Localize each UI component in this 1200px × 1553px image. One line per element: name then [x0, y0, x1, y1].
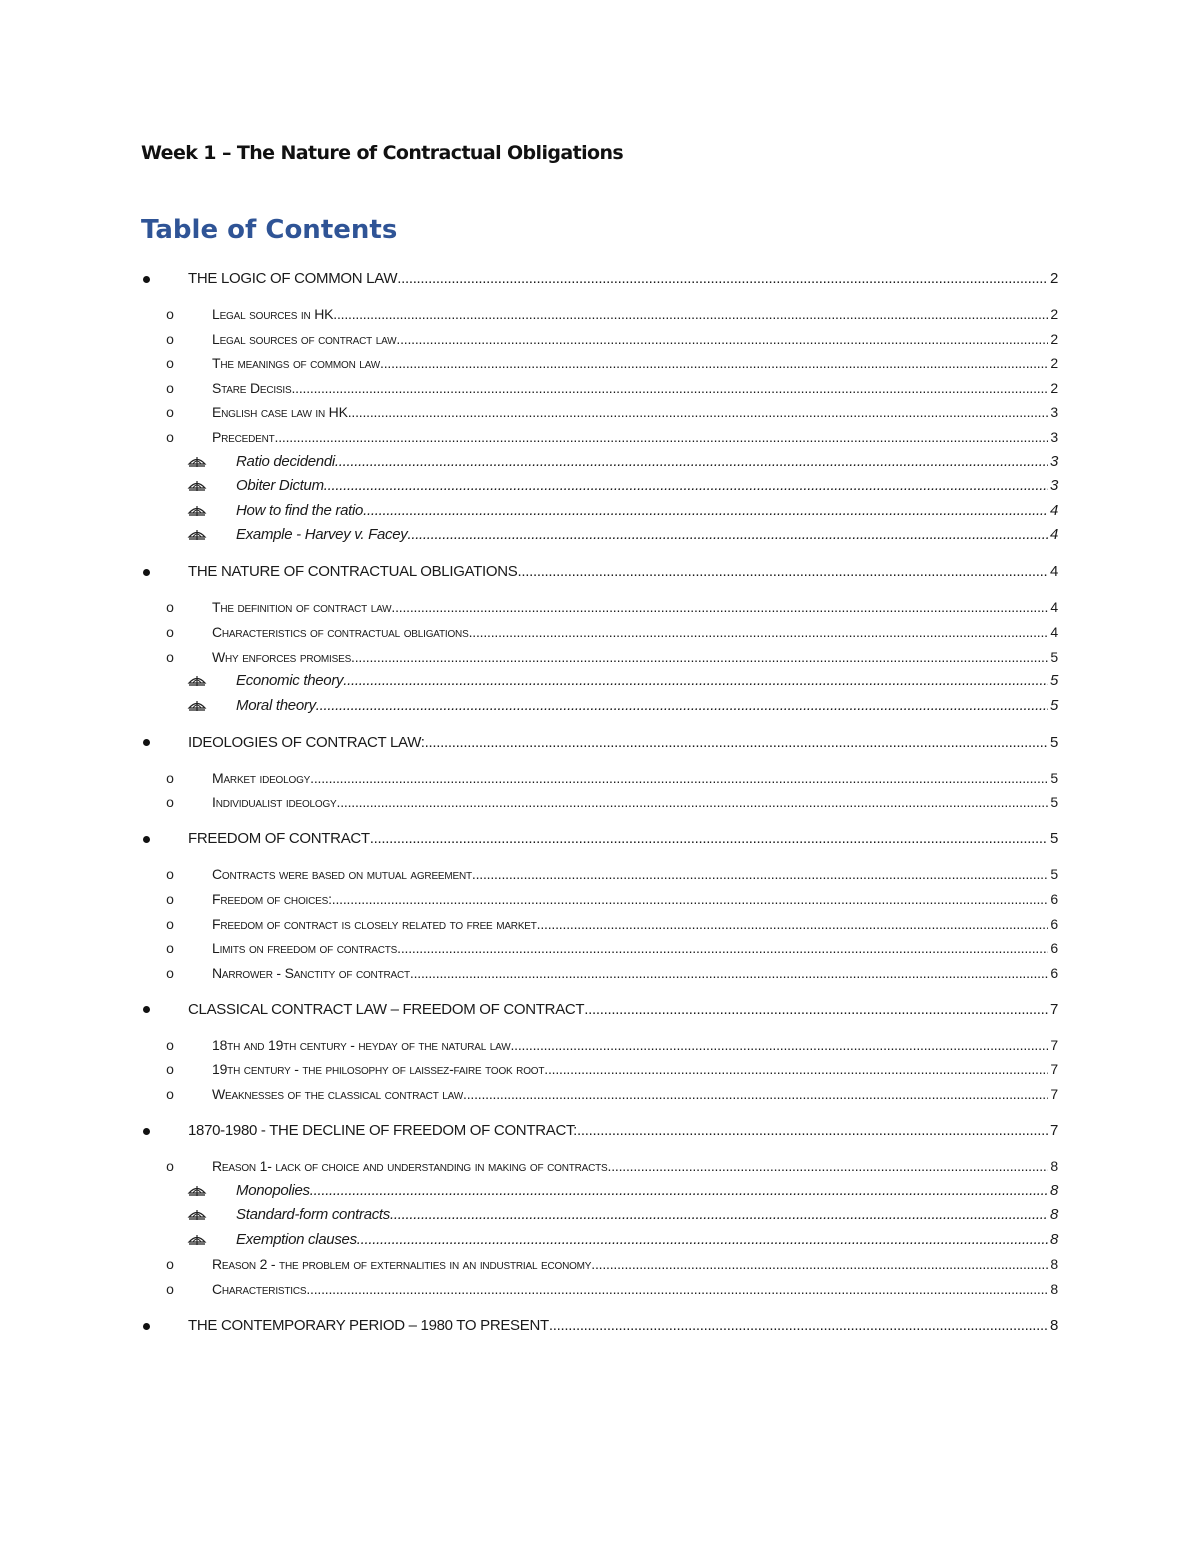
- toc-page-number[interactable]: 5: [1050, 769, 1058, 786]
- toc-entry[interactable]: [0, 352, 1200, 374]
- toc-entry[interactable]: [0, 767, 1200, 789]
- toc-entry[interactable]: [0, 401, 1200, 423]
- toc-entry-text[interactable]: Example - Harvey v. Facey: [236, 526, 408, 544]
- filled-bullet-icon: [138, 732, 154, 754]
- toc-entry[interactable]: [0, 670, 1200, 692]
- dot-leader: [425, 732, 1048, 754]
- toc-entry-line[interactable]: [212, 1034, 1058, 1056]
- toc-page-number[interactable]: 3: [1050, 404, 1058, 421]
- dot-leader: [410, 962, 1048, 984]
- toc-page-number[interactable]: 5: [1050, 866, 1058, 883]
- toc-entry-text[interactable]: The meanings of common law: [212, 355, 380, 372]
- toc-entry[interactable]: [0, 791, 1200, 813]
- toc-entry-text[interactable]: FREEDOM OF CONTRACT: [188, 830, 370, 848]
- dot-leader: [380, 352, 1048, 374]
- toc-entry[interactable]: [0, 1229, 1200, 1251]
- toc-entry[interactable]: [0, 1253, 1200, 1275]
- toc-page-number[interactable]: 8: [1050, 1256, 1058, 1273]
- circle-o-icon: o: [166, 1086, 174, 1102]
- dot-leader: [463, 1083, 1048, 1105]
- dot-leader: [390, 1204, 1048, 1226]
- dot-leader: [370, 828, 1048, 850]
- toc-entry-text[interactable]: English case law in HK: [212, 404, 348, 421]
- toc-entry-line[interactable]: [236, 1180, 1058, 1202]
- umbrella-icon: [184, 1229, 210, 1251]
- toc-entry-text[interactable]: Legal sources of contract law: [212, 330, 397, 347]
- toc-entry-line[interactable]: [188, 1315, 1058, 1337]
- toc-entry-line[interactable]: [212, 888, 1058, 910]
- dot-leader: [584, 999, 1048, 1021]
- toc-entry-line[interactable]: [188, 1120, 1058, 1142]
- toc-entry[interactable]: [0, 999, 1200, 1021]
- toc-page-number[interactable]: 3: [1049, 477, 1058, 495]
- toc-entry-text[interactable]: Precedent: [212, 429, 275, 445]
- toc-page-number[interactable]: 2: [1050, 306, 1058, 322]
- toc-page-number[interactable]: 8: [1049, 1230, 1058, 1248]
- toc-entry[interactable]: [0, 646, 1200, 668]
- toc-entry-text[interactable]: IDEOLOGIES OF CONTRACT LAW:: [188, 733, 425, 751]
- toc-entry-line[interactable]: [236, 451, 1058, 473]
- circle-o-icon: o: [166, 379, 174, 396]
- toc-entry-text[interactable]: Ratio decidendi: [236, 452, 335, 470]
- toc-entry-text[interactable]: Reason 1- lack of choice and understanding in making of contracts: [212, 1158, 608, 1174]
- toc-entry[interactable]: [0, 451, 1200, 473]
- dot-leader: [472, 863, 1048, 885]
- toc-entry-text[interactable]: CLASSICAL CONTRACT LAW – FREEDOM OF CONTRACT: [188, 1000, 585, 1018]
- toc-entry-text[interactable]: 18th and 19th century - heyday of the natural law: [212, 1036, 511, 1053]
- circle-o-icon: o: [166, 891, 174, 907]
- umbrella-icon: [184, 475, 210, 497]
- toc-entry[interactable]: [0, 1278, 1200, 1300]
- toc-entry-line[interactable]: [188, 268, 1058, 290]
- toc-entry-line[interactable]: [212, 426, 1058, 448]
- toc-entry-text[interactable]: Monopolies: [236, 1181, 310, 1199]
- toc-entry-line[interactable]: [212, 1278, 1058, 1300]
- toc-page-number[interactable]: 7: [1049, 1000, 1058, 1018]
- dot-leader: [391, 596, 1048, 618]
- toc-entry[interactable]: [0, 1083, 1200, 1105]
- toc-entry-line[interactable]: [236, 1204, 1058, 1226]
- filled-bullet-icon: [138, 561, 154, 583]
- toc-entry[interactable]: [0, 1120, 1200, 1142]
- toc-page-number[interactable]: 4: [1050, 624, 1058, 640]
- toc-entry-text[interactable]: 19th century - the philosophy of laissez-faire took root: [212, 1061, 545, 1078]
- toc-entry[interactable]: [0, 828, 1200, 850]
- toc-page-number[interactable]: 3: [1050, 429, 1058, 445]
- toc-entry-text[interactable]: Characteristics: [212, 1281, 307, 1297]
- circle-o-icon: o: [166, 915, 174, 932]
- circle-o-icon: o: [166, 330, 174, 347]
- circle-o-icon: o: [166, 1036, 174, 1053]
- toc-page-number[interactable]: 7: [1049, 1122, 1058, 1139]
- toc-entry[interactable]: [0, 1155, 1200, 1177]
- dot-leader: [608, 1155, 1049, 1177]
- toc-page-number[interactable]: 4: [1050, 599, 1058, 616]
- toc-page-number[interactable]: 5: [1049, 830, 1058, 848]
- toc-entry-line[interactable]: [212, 303, 1058, 325]
- toc-entry[interactable]: [0, 500, 1200, 522]
- filled-bullet-icon: [138, 1120, 154, 1142]
- toc-entry[interactable]: [0, 863, 1200, 885]
- toc-page-number[interactable]: 5: [1050, 794, 1058, 811]
- dot-leader: [517, 561, 1047, 583]
- filled-bullet-icon: [138, 268, 154, 290]
- dot-leader: [363, 500, 1048, 522]
- toc-entry-line[interactable]: [212, 767, 1058, 789]
- toc-entry-text[interactable]: How to find the ratio: [236, 501, 364, 519]
- circle-o-icon: o: [166, 306, 174, 322]
- toc-entry-text[interactable]: Narrower - Sanctity of contract: [212, 964, 410, 981]
- toc-entry[interactable]: [0, 426, 1200, 448]
- toc-page-number[interactable]: 5: [1049, 733, 1058, 751]
- toc-entry-text[interactable]: Why enforces promises: [212, 648, 352, 665]
- dot-leader: [591, 1253, 1048, 1275]
- toc-entry-text[interactable]: Legal sources in HK: [212, 306, 334, 322]
- toc-entry[interactable]: [0, 561, 1200, 583]
- toc-entry-line[interactable]: [212, 1058, 1058, 1080]
- toc-entry[interactable]: [0, 475, 1200, 497]
- toc-entry-line[interactable]: [236, 500, 1058, 522]
- toc-entry-line[interactable]: [236, 475, 1058, 497]
- dot-leader: [333, 303, 1048, 325]
- toc-entry-text[interactable]: Standard-form contracts: [236, 1206, 390, 1224]
- toc-page-number[interactable]: 4: [1049, 501, 1058, 519]
- toc-entry-text[interactable]: The definition of contract law: [212, 599, 392, 616]
- circle-o-icon: o: [166, 1061, 174, 1078]
- toc-entry-text[interactable]: 1870-1980 - THE DECLINE OF FREEDOM OF CONTRACT:: [188, 1122, 578, 1139]
- toc-entry-line[interactable]: [212, 791, 1058, 813]
- toc-entry-line[interactable]: [212, 377, 1058, 399]
- toc-entry-text[interactable]: Market ideology: [212, 769, 311, 786]
- umbrella-icon: [184, 695, 210, 717]
- toc-entry-text[interactable]: Individualist ideology: [212, 794, 337, 811]
- toc-entry-text[interactable]: Stare Decisis: [212, 379, 292, 396]
- circle-o-icon: o: [166, 964, 174, 981]
- toc-entry-line[interactable]: [188, 828, 1058, 850]
- toc-entry-line[interactable]: [212, 596, 1058, 618]
- toc-page-number[interactable]: 6: [1050, 891, 1058, 907]
- toc-page-number[interactable]: 8: [1050, 1158, 1058, 1174]
- toc-entry[interactable]: [0, 377, 1200, 399]
- toc-entry-line[interactable]: [236, 670, 1058, 692]
- circle-o-icon: o: [166, 769, 174, 786]
- umbrella-icon: [184, 670, 210, 692]
- toc-entry-text[interactable]: Economic theory: [236, 672, 344, 690]
- toc-page-number[interactable]: 8: [1050, 1281, 1058, 1297]
- toc-entry-text[interactable]: Exemption clauses: [236, 1230, 357, 1248]
- toc-entry[interactable]: [0, 1204, 1200, 1226]
- toc-entry[interactable]: [0, 328, 1200, 350]
- dot-leader: [397, 268, 1048, 290]
- toc-entry[interactable]: [0, 962, 1200, 984]
- circle-o-icon: o: [166, 866, 174, 883]
- umbrella-icon: [184, 500, 210, 522]
- toc-page-number[interactable]: 2: [1049, 270, 1058, 287]
- toc-entry-text[interactable]: Freedom of choices:: [212, 891, 332, 907]
- circle-o-icon: o: [166, 1281, 174, 1297]
- toc-page-number[interactable]: 5: [1049, 672, 1058, 690]
- circle-o-icon: o: [166, 429, 174, 445]
- toc-entry[interactable]: [0, 621, 1200, 643]
- dot-leader: [332, 888, 1049, 910]
- toc-entry-line[interactable]: [236, 1229, 1058, 1251]
- toc-entry[interactable]: [0, 1180, 1200, 1202]
- toc-page-number[interactable]: 4: [1049, 563, 1058, 581]
- toc-entry[interactable]: [0, 888, 1200, 910]
- circle-o-icon: o: [166, 648, 174, 665]
- dot-leader: [324, 475, 1048, 497]
- toc-page-number[interactable]: 8: [1049, 1206, 1058, 1224]
- circle-o-icon: o: [166, 404, 174, 421]
- dot-leader: [469, 621, 1049, 643]
- toc-entry-line[interactable]: [212, 1155, 1058, 1177]
- document-title: Week 1 – The Nature of Contractual Obligations: [141, 142, 624, 164]
- dot-leader: [306, 1278, 1048, 1300]
- toc-entry-line[interactable]: [212, 863, 1058, 885]
- toc-entry[interactable]: [0, 695, 1200, 717]
- toc-page-number[interactable]: 2: [1050, 330, 1058, 347]
- toc-entry-line[interactable]: [188, 561, 1058, 583]
- toc-heading: Table of Contents: [141, 215, 398, 245]
- toc-page-number[interactable]: 5: [1050, 648, 1058, 665]
- toc-entry[interactable]: [0, 1315, 1200, 1337]
- umbrella-icon: [184, 451, 210, 473]
- toc-page-number[interactable]: 4: [1049, 526, 1058, 544]
- toc-entry-text[interactable]: THE LOGIC OF COMMON LAW: [188, 270, 398, 287]
- toc-entry-line[interactable]: [212, 1253, 1058, 1275]
- toc-entry-line[interactable]: [236, 695, 1058, 717]
- toc-entry-text[interactable]: Reason 2 - the problem of externalities in an industrial economy: [212, 1256, 592, 1273]
- dot-leader: [316, 695, 1048, 717]
- circle-o-icon: o: [166, 599, 174, 616]
- toc-entry-line[interactable]: [212, 1083, 1058, 1105]
- toc-entry-text[interactable]: THE NATURE OF CONTRACTUAL OBLIGATIONS: [188, 563, 518, 581]
- dot-leader: [275, 426, 1049, 448]
- circle-o-icon: o: [166, 1256, 174, 1273]
- toc-entry-line[interactable]: [212, 352, 1058, 374]
- toc-page-number[interactable]: 7: [1050, 1036, 1058, 1053]
- dot-leader: [357, 1229, 1048, 1251]
- toc-page-number[interactable]: 8: [1049, 1181, 1058, 1199]
- toc-entry-line[interactable]: [212, 401, 1058, 423]
- toc-page-number[interactable]: 2: [1050, 355, 1058, 372]
- dot-leader: [407, 524, 1048, 546]
- dot-leader: [397, 937, 1048, 959]
- toc-entry-text[interactable]: Contracts were based on mutual agreement: [212, 866, 472, 883]
- filled-bullet-icon: [138, 828, 154, 850]
- toc-entry[interactable]: [0, 268, 1200, 290]
- toc-entry-text[interactable]: THE CONTEMPORARY PERIOD – 1980 TO PRESENT: [188, 1317, 549, 1334]
- toc-entry-line[interactable]: [212, 937, 1058, 959]
- toc-entry-text[interactable]: Freedom of contract is closely related to free market: [212, 915, 537, 932]
- toc-entry[interactable]: [0, 524, 1200, 546]
- umbrella-icon: [184, 524, 210, 546]
- toc-page-number[interactable]: 7: [1050, 1061, 1058, 1078]
- toc-entry[interactable]: [0, 913, 1200, 935]
- dot-leader: [537, 913, 1049, 935]
- toc-page-number[interactable]: 6: [1050, 915, 1058, 932]
- circle-o-icon: o: [166, 355, 174, 372]
- dot-leader: [310, 1180, 1048, 1202]
- toc-entry-line[interactable]: [188, 732, 1058, 754]
- toc-entry-line[interactable]: [236, 524, 1058, 546]
- toc-entry-line[interactable]: [212, 962, 1058, 984]
- toc-entry-text[interactable]: Characteristics of contractual obligations: [212, 624, 469, 640]
- dot-leader: [396, 328, 1048, 350]
- toc-page-number[interactable]: 7: [1050, 1086, 1058, 1102]
- dot-leader: [337, 791, 1049, 813]
- dot-leader: [348, 401, 1049, 423]
- toc-entry-line[interactable]: [212, 913, 1058, 935]
- toc-page-number[interactable]: 3: [1049, 452, 1058, 470]
- toc-entry[interactable]: [0, 596, 1200, 618]
- dot-leader: [291, 377, 1048, 399]
- toc-entry[interactable]: [0, 1034, 1200, 1056]
- toc-entry-text[interactable]: Weaknesses of the classical contract law: [212, 1086, 464, 1102]
- dot-leader: [577, 1120, 1048, 1142]
- toc-entry-line[interactable]: [212, 621, 1058, 643]
- circle-o-icon: o: [166, 1158, 174, 1174]
- toc-page-number[interactable]: 8: [1049, 1317, 1058, 1334]
- circle-o-icon: o: [166, 940, 174, 957]
- toc-entry-text[interactable]: Obiter Dictum: [236, 477, 324, 495]
- dot-leader: [510, 1034, 1048, 1056]
- toc-entry-text[interactable]: Limits on freedom of contracts: [212, 940, 398, 957]
- toc-entry[interactable]: [0, 732, 1200, 754]
- dot-leader: [544, 1058, 1048, 1080]
- toc-page-number[interactable]: 2: [1050, 379, 1058, 396]
- toc-entry-line[interactable]: [212, 328, 1058, 350]
- toc-entry[interactable]: [0, 937, 1200, 959]
- toc-entry-line[interactable]: [188, 999, 1058, 1021]
- toc-page-number[interactable]: 6: [1050, 940, 1058, 957]
- umbrella-icon: [184, 1204, 210, 1226]
- filled-bullet-icon: [138, 999, 154, 1021]
- dot-leader: [549, 1315, 1048, 1337]
- umbrella-icon: [184, 1180, 210, 1202]
- toc-page-number[interactable]: 5: [1049, 696, 1058, 714]
- dot-leader: [351, 646, 1048, 668]
- circle-o-icon: o: [166, 794, 174, 811]
- dot-leader: [310, 767, 1048, 789]
- dot-leader: [343, 670, 1048, 692]
- toc-entry[interactable]: [0, 303, 1200, 325]
- toc-entry[interactable]: [0, 1058, 1200, 1080]
- dot-leader: [335, 451, 1048, 473]
- toc-entry-text[interactable]: Moral theory: [236, 696, 316, 714]
- toc-entry-line[interactable]: [212, 646, 1058, 668]
- toc-page-number[interactable]: 6: [1050, 964, 1058, 981]
- filled-bullet-icon: [138, 1315, 154, 1337]
- circle-o-icon: o: [166, 624, 174, 640]
